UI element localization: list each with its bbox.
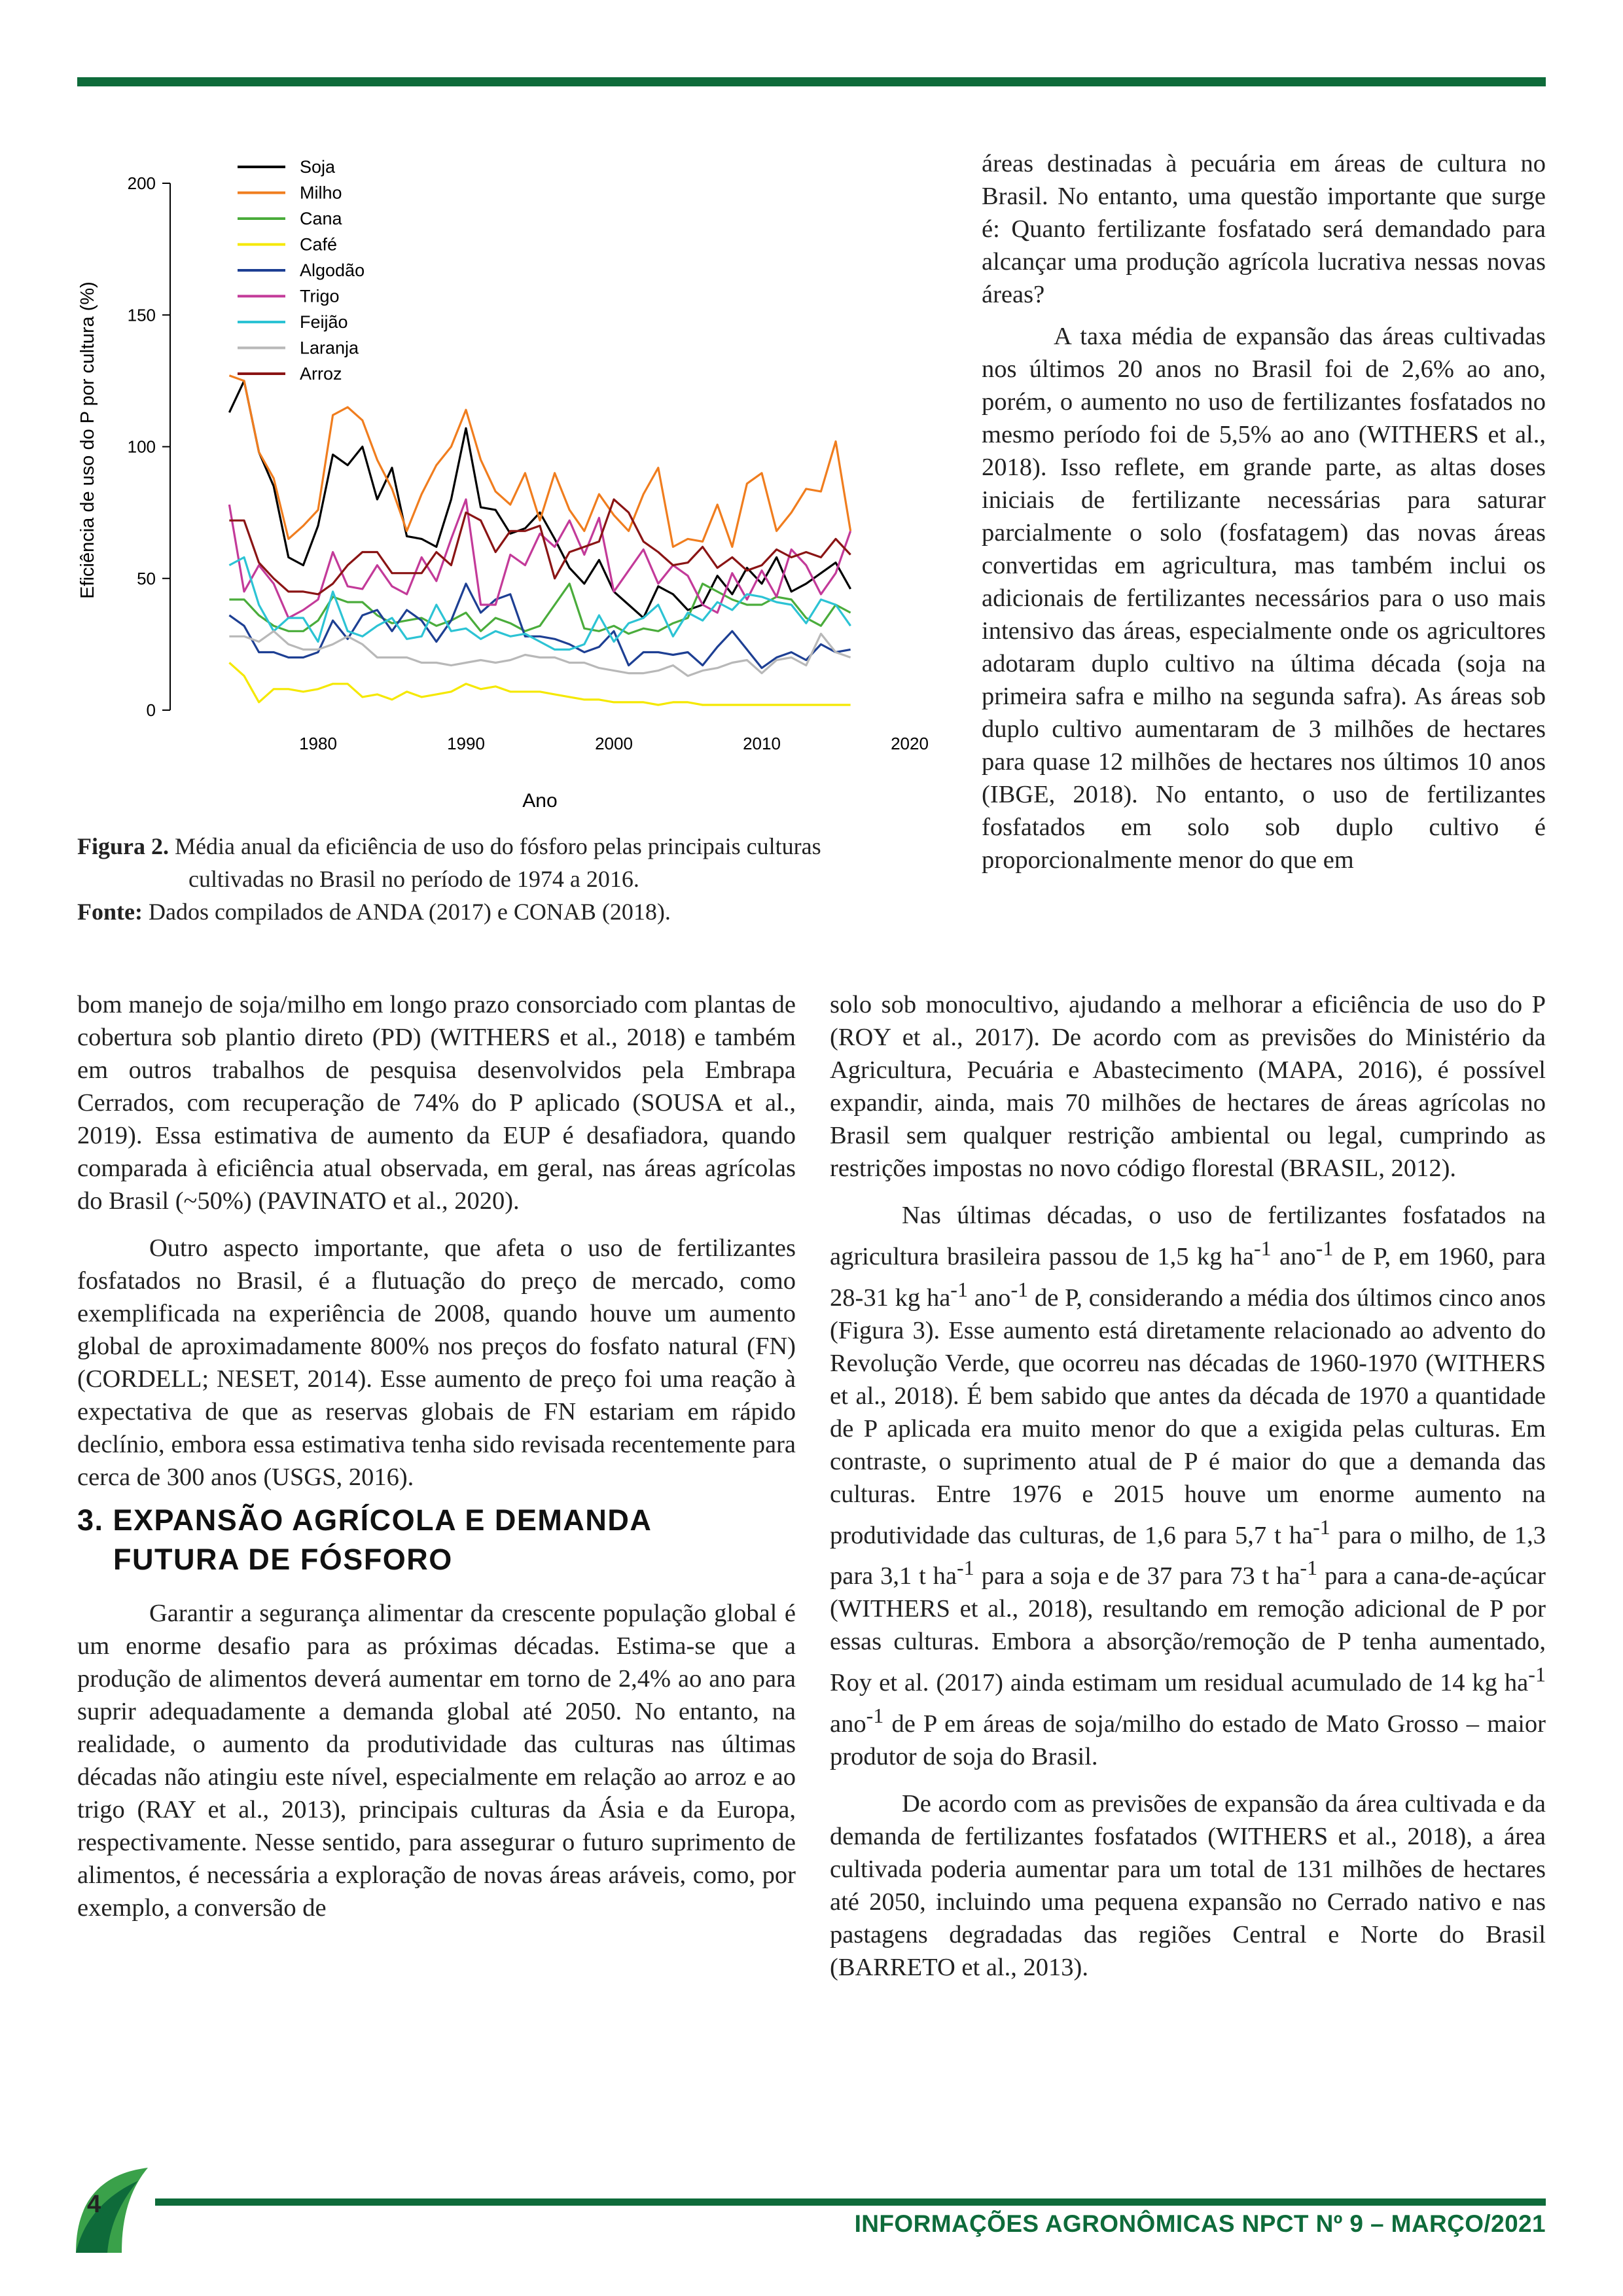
paragraph: bom manejo de soja/milho em longo prazo consorciado com plantas de cobertura sob plantio direto (PD) (WITHERS et al., 2018) e também em outros trabalhos de pesquisa desenvolvidos pela Embrapa Cerrados, com recuperação de 74% do P aplicado (SOUSA et al., 2019). Essa estimativa de aumento da EUP é desafiadora, quando comparada à eficiência atual observada, em geral, nas áreas agrícolas do Brasil (~50%) (PAVINATO et al., 2020). <box>77 991 796 1215</box>
footer-journal-title: INFORMAÇÕES AGRONÔMICAS NPCT Nº 9 – MARÇO/2021 <box>854 2210 1546 2237</box>
line-chart <box>77 147 948 815</box>
legend-label: Arroz <box>300 364 342 384</box>
legend-label: Trigo <box>300 286 340 306</box>
legend-label: Cana <box>300 209 342 228</box>
legend-label: Soja <box>300 157 336 177</box>
x-tick-label: 2000 <box>595 734 633 753</box>
series-line-milho <box>229 376 850 547</box>
figure-caption-line1: Média anual da eficiência de uso do fósforo pelas principais culturas <box>175 833 821 859</box>
source-label: Fonte: <box>77 899 143 925</box>
y-tick-label: 50 <box>137 568 156 588</box>
legend-label: Café <box>300 234 338 255</box>
series-line-laranja <box>229 631 850 675</box>
legend-label: Feijão <box>300 312 348 332</box>
top-rule <box>77 77 1546 86</box>
y-tick-label: 0 <box>146 700 156 720</box>
legend-label: Algodão <box>300 260 365 280</box>
page-number: 4 <box>87 2191 101 2218</box>
legend-label: Laranja <box>300 338 359 358</box>
y-tick-label: 200 <box>127 173 156 193</box>
figure-caption <box>77 830 935 928</box>
figure-2-chart <box>77 147 948 815</box>
x-tick-label: 2010 <box>743 734 781 753</box>
paragraph: De acordo com as previsões de expansão da área cultivada e da demanda de fertilizantes fosfatados (WITHERS et al., 2018), a área cultivada poderia aumentar para um total de 131 milhões de hectares até 2050, incluindo uma pequena expansão no Cerrado nativo e nas pastagens degradadas das regiões Central e Norte do Brasil (BARRETO et al., 2013). <box>830 1789 1546 1981</box>
y-tick-label: 150 <box>127 305 156 325</box>
source-text: Dados compilados de ANDA (2017) e CONAB (2018). <box>148 899 671 925</box>
x-axis-label: Ano <box>522 790 558 812</box>
section-heading <box>77 1501 796 1579</box>
leaf-logo-icon <box>69 2161 154 2259</box>
x-tick-label: 1990 <box>447 734 485 753</box>
left-column-bottom <box>77 1597 796 1924</box>
y-tick-label: 100 <box>127 437 156 457</box>
x-tick-label: 1980 <box>299 734 337 753</box>
figure-label: Figura 2. <box>77 833 169 859</box>
paragraph: áreas destinadas à pecuária em áreas de cultura no Brasil. No entanto, uma questão importante que surge é: Quanto fertilizante fosfatado será demandado para alcançar uma produção agrícola lucrativa nessas novas áreas? <box>982 150 1546 308</box>
section-heading-line1: 3. EXPANSÃO AGRÍCOLA E DEMANDA <box>77 1503 652 1537</box>
legend-label: Milho <box>300 183 342 203</box>
bottom-rule <box>155 2198 1546 2206</box>
paragraph: A taxa média de expansão das áreas cultivadas nos últimos 20 anos no Brasil foi de 2,6% ao ano, porém, o aumento no uso de fertilizantes fosfatados no mesmo período foi de 5,5% ao ano (WITHERS et al., 2018). Isso reflete, em grande parte, as altas doses iniciais de fertilizante necessárias para saturar parcialmente o solo (fosfatagem) das novas áreas convertidas em agricultura, mas também inclui os adicionais de fertilizantes necessários para o uso mais intensivo das áreas, especialmente onde os agricultores adotaram duplo cultivo na última década (soja na primeira safra e milho na segunda safra). As áreas sob duplo cultivo aumentaram de 3 milhões de hectares para quase 12 milhões de hectares nos últimos 10 anos (IBGE, 2018). No entanto, o uso de fertilizantes fosfatados em solo sob duplo cultivo é proporcionalmente menor do que em <box>982 323 1546 874</box>
paragraph: Nas últimas décadas, o uso de fertilizantes fosfatados na agricultura brasileira passou de 1,5 kg $ha^{-1}$ ano$^{-1}$ de P, em 1960, para 28-31 kg $ha^{-1}$ ano$^{-1}$ de P, considerando a média dos últimos cinco anos (Figura 3). Esse aumento está diretamente relacionado ao advento do Revolução Verde, que ocorreu nas décadas de 1960-1970 (WITHERS et al., 2018). É bem sabido que antes da década de 1970 a quantidade de P aplicada era muito menor do que a exigida pelas culturas. Em contraste, o suprimento atual de P é maior do que a demanda das culturas. Entre 1976 e 2015 houve um enorme aumento na produtividade das culturas, de 1,6 para 5,7 t $ha^{-1}$ para o milho, de 1,3 para 3,1 t $ha^{-1}$ para a soja e de 37 para 73 t $ha^{-1}$ para a cana-de-açúcar (WITHERS et al., 2018), resultando em remoção adicional de P por essas culturas. Embora a absorção/remoção de P tenha aumentado, Roy et al. (2017) ainda estimam um residual acumulado de 14 kg $ha^{-1}$ ano$^{-1}$ de P em áreas de soja/milho do estado de Mato Grosso – maior produtor de soja do Brasil. <box>830 1202 1546 1770</box>
paragraph: solo sob monocultivo, ajudando a melhorar a eficiência de uso do P (ROY et al., 2017). De acordo com as previsões do Ministério da Agricultura, Pecuária e Abastecimento (MAPA, 2016), é possível expandir, ainda, mais 70 milhões de hectares de áreas agrícolas no Brasil sem qualquer restrição ambiental ou legal, cumprindo as restrições impostas no novo código florestal (BRASIL, 2012). <box>830 991 1546 1182</box>
section-heading-line2: FUTURA DE FÓSFORO <box>113 1543 453 1576</box>
right-column-bottom <box>830 988 1546 1984</box>
left-column-middle <box>77 988 796 1494</box>
paragraph: Garantir a segurança alimentar da crescente população global é um enorme desafio para as próximas décadas. Estima-se que a produção de alimentos deverá aumentar em torno de 2,4% ao ano para suprir adequadamente a demanda global até 2050. No entanto, na realidade, o aumento da produtividade das culturas nas últimas décadas não atingiu este nível, especialmente em relação ao arroz e ao trigo (RAY et al., 2013), principais culturas da Ásia e da Europa, respectivamente. Nesse sentido, para assegurar o futuro suprimento de alimentos, é necessária a exploração de novas áreas aráveis, como, por exemplo, a conversão de <box>77 1600 796 1922</box>
right-column-top <box>982 147 1546 876</box>
x-tick-label: 2020 <box>891 734 929 753</box>
y-axis-label: Eficiência de uso do P por cultura (%) <box>77 281 98 599</box>
figure-caption-line2: cultivadas no Brasil no período de 1974 a 2016. <box>188 866 639 892</box>
paragraph: Outro aspecto importante, que afeta o uso de fertilizantes fosfatados no Brasil, é a flutuação do preço de mercado, como exemplificada na experiência de 2008, quando houve um aumento global de aproximadamente 800% nos preços do fosfato natural (FN) (CORDELL; NESET, 2014). Esse aumento de preço foi uma reação à expectativa de que as reservas globais de FN estariam em rápido declínio, embora essa estimativa tenha sido revisada recentemente para cerca de 300 anos (USGS, 2016). <box>77 1234 796 1491</box>
